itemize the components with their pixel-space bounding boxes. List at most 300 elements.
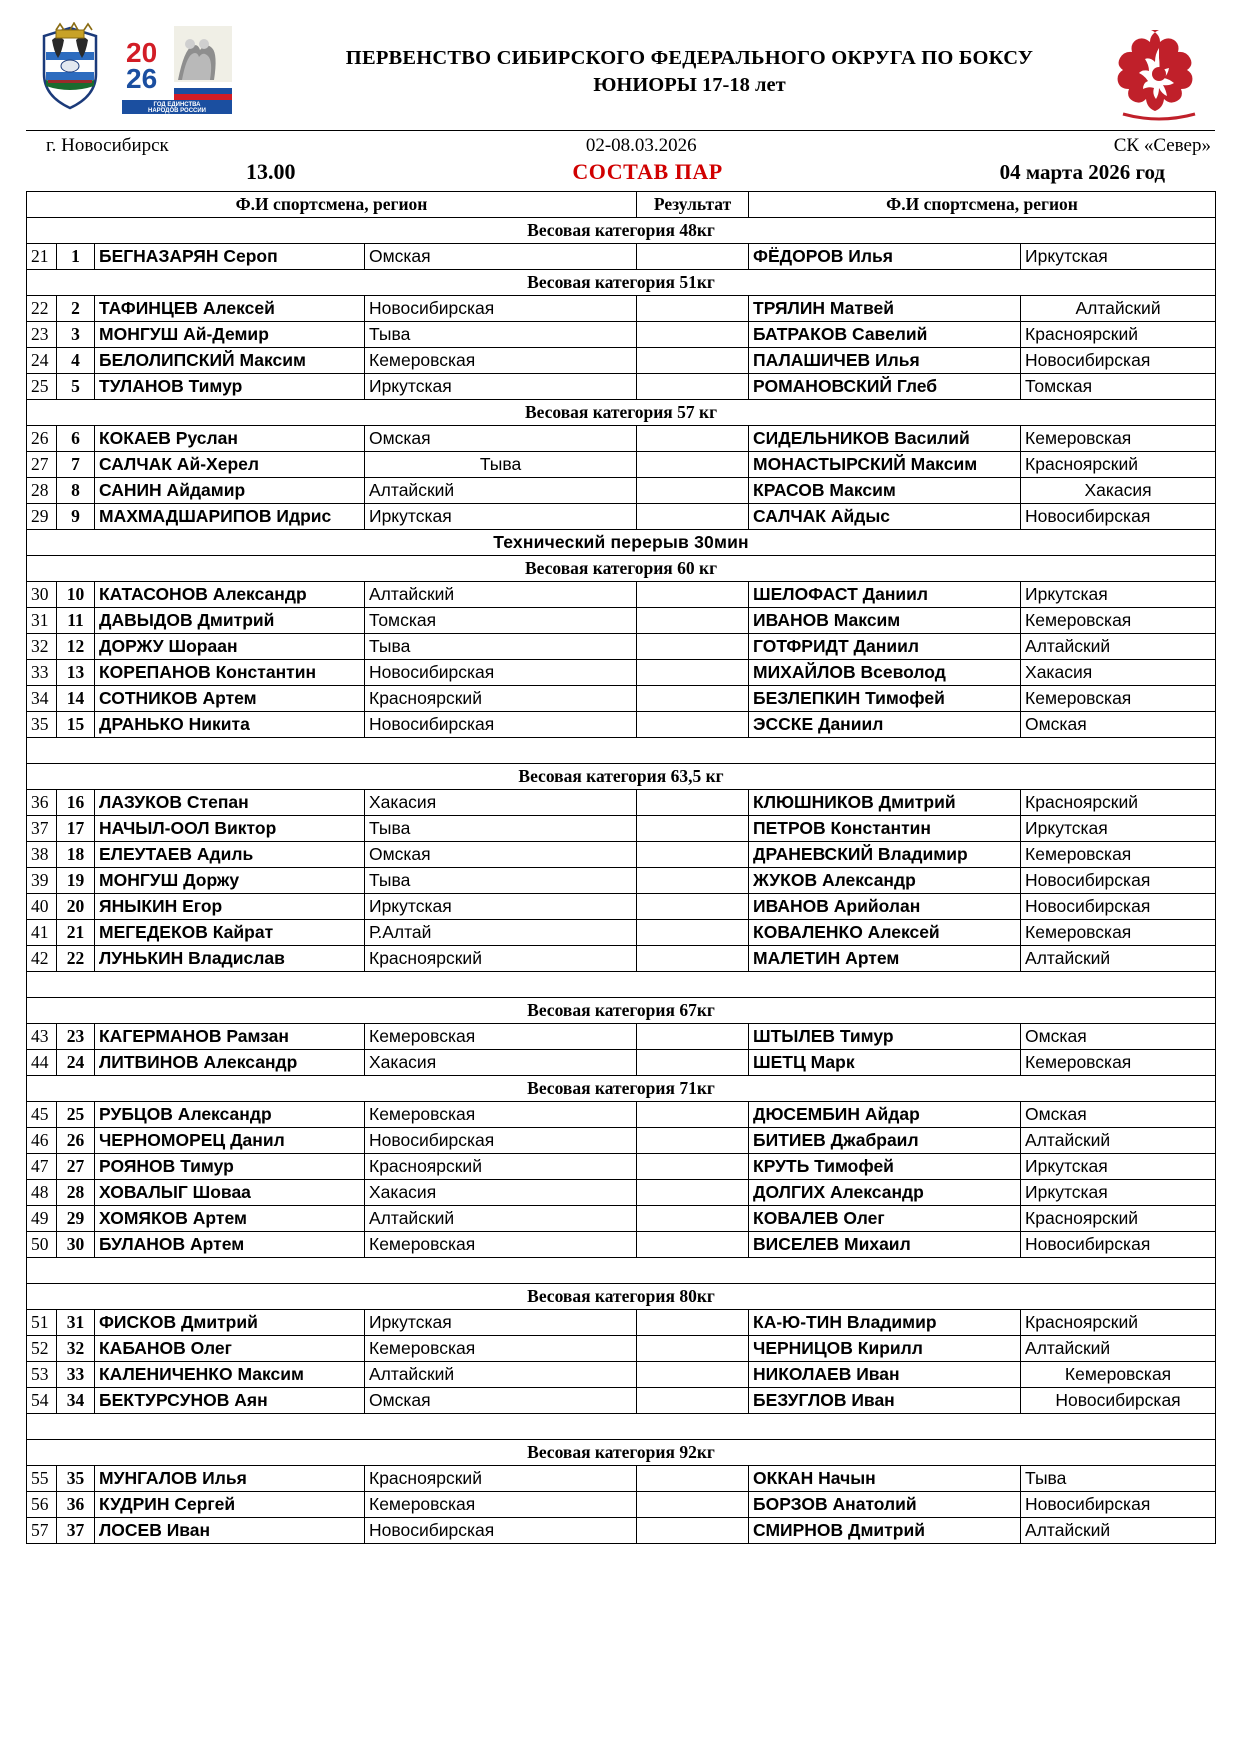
blue-corner-athlete: КА-Ю-ТИН Владимир xyxy=(749,1310,1021,1336)
blue-corner-region: Алтайский xyxy=(1021,946,1216,972)
session-date: 04 марта 2026 год xyxy=(999,160,1165,184)
bout-number: 30 xyxy=(57,1232,95,1258)
red-corner-athlete: НАЧЫЛ-ООЛ Виктор xyxy=(95,816,365,842)
blue-corner-region: Иркутская xyxy=(1021,582,1216,608)
blue-corner-region: Новосибирская xyxy=(1021,894,1216,920)
blue-corner-athlete: БОРЗОВ Анатолий xyxy=(749,1492,1021,1518)
table-row xyxy=(27,426,1216,452)
bout-result-cell[interactable] xyxy=(637,868,749,894)
bout-result-cell[interactable] xyxy=(637,1518,749,1544)
table-row xyxy=(27,1492,1216,1518)
svg-text:НАРОДОВ РОССИИ: НАРОДОВ РОССИИ xyxy=(148,108,206,114)
blue-corner-athlete: КОВАЛЕВ Олег xyxy=(749,1206,1021,1232)
weight-category-row xyxy=(27,1076,1216,1102)
bout-number: 34 xyxy=(57,1388,95,1414)
red-corner-athlete: КАГЕРМАНОВ Рамзан xyxy=(95,1024,365,1050)
bout-number: 5 xyxy=(57,374,95,400)
blue-corner-region: Кемеровская xyxy=(1021,426,1216,452)
bout-index: 24 xyxy=(27,348,57,374)
blue-corner-athlete: ТРЯЛИН Матвей xyxy=(749,296,1021,322)
red-corner-region: Томская xyxy=(365,608,637,634)
event-city: г. Новосибирск xyxy=(46,135,169,156)
table-row xyxy=(27,452,1216,478)
bout-number: 28 xyxy=(57,1180,95,1206)
weight-category-label: Весовая категория 80кг xyxy=(27,1284,1216,1310)
bout-number: 12 xyxy=(57,634,95,660)
weight-category-label: Весовая категория 67кг xyxy=(27,998,1216,1024)
weight-category-row xyxy=(27,270,1216,296)
table-row xyxy=(27,1466,1216,1492)
bout-result-cell[interactable] xyxy=(637,1050,749,1076)
table-row xyxy=(27,608,1216,634)
bout-index: 36 xyxy=(27,790,57,816)
blue-corner-region: Иркутская xyxy=(1021,1180,1216,1206)
red-corner-region: Кемеровская xyxy=(365,1102,637,1128)
weight-category-row xyxy=(27,998,1216,1024)
svg-text:20: 20 xyxy=(126,37,158,68)
red-corner-region: Новосибирская xyxy=(365,1128,637,1154)
blue-corner-region: Иркутская xyxy=(1021,244,1216,270)
blue-corner-athlete: КРАСОВ Максим xyxy=(749,478,1021,504)
bout-number: 22 xyxy=(57,946,95,972)
weight-category-label: Весовая категория 57 кг xyxy=(27,400,1216,426)
bout-result-cell[interactable] xyxy=(637,1388,749,1414)
section-spacer xyxy=(27,972,1216,998)
header-title-block xyxy=(286,22,1093,98)
bout-index: 25 xyxy=(27,374,57,400)
bouts-table xyxy=(26,191,1216,1544)
weight-category-label: Весовая категория 63,5 кг xyxy=(27,764,1216,790)
section-spacer-row xyxy=(27,1414,1216,1440)
bout-index: 32 xyxy=(27,634,57,660)
bout-result-cell[interactable] xyxy=(637,894,749,920)
bout-result-cell[interactable] xyxy=(637,920,749,946)
bout-result-cell[interactable] xyxy=(637,712,749,738)
bout-number: 24 xyxy=(57,1050,95,1076)
red-corner-athlete: ХОВАЛЫГ Шоваа xyxy=(95,1180,365,1206)
red-corner-athlete: ДОРЖУ Шораан xyxy=(95,634,365,660)
red-corner-athlete: КАБАНОВ Олег xyxy=(95,1336,365,1362)
red-corner-athlete: ФИСКОВ Дмитрий xyxy=(95,1310,365,1336)
bout-index: 41 xyxy=(27,920,57,946)
bout-result-cell[interactable] xyxy=(637,1466,749,1492)
blue-corner-athlete: ШЕЛОФАСТ Даниил xyxy=(749,582,1021,608)
bout-index: 30 xyxy=(27,582,57,608)
red-corner-region: Тыва xyxy=(365,868,637,894)
bout-result-cell[interactable] xyxy=(637,608,749,634)
red-corner-region: Кемеровская xyxy=(365,1232,637,1258)
bout-index: 31 xyxy=(27,608,57,634)
table-row xyxy=(27,894,1216,920)
table-row xyxy=(27,244,1216,270)
table-row xyxy=(27,634,1216,660)
bout-result-cell[interactable] xyxy=(637,1102,749,1128)
bout-number: 21 xyxy=(57,920,95,946)
blue-corner-region: Новосибирская xyxy=(1021,868,1216,894)
bout-result-cell[interactable] xyxy=(637,296,749,322)
blue-corner-athlete: ПЕТРОВ Константин xyxy=(749,816,1021,842)
header-left-athlete: Ф.И спортсмена, регион xyxy=(27,192,637,218)
red-corner-region: Новосибирская xyxy=(365,1518,637,1544)
section-spacer-row xyxy=(27,738,1216,764)
bout-number: 15 xyxy=(57,712,95,738)
header-right-athlete: Ф.И спортсмена, регион xyxy=(749,192,1216,218)
header-left-logos xyxy=(26,22,276,114)
year-of-unity-2026-logo xyxy=(122,22,232,114)
bout-number: 14 xyxy=(57,686,95,712)
table-row xyxy=(27,1024,1216,1050)
blue-corner-region: Кемеровская xyxy=(1021,608,1216,634)
technical-break-row xyxy=(27,530,1216,556)
red-corner-region: Иркутская xyxy=(365,894,637,920)
red-corner-athlete: ДАВЫДОВ Дмитрий xyxy=(95,608,365,634)
bout-number: 8 xyxy=(57,478,95,504)
blue-corner-region: Кемеровская xyxy=(1021,1050,1216,1076)
bout-result-cell[interactable] xyxy=(637,1492,749,1518)
table-row xyxy=(27,322,1216,348)
red-corner-region: Кемеровская xyxy=(365,1336,637,1362)
red-corner-athlete: ЛОСЕВ Иван xyxy=(95,1518,365,1544)
red-corner-athlete: ЛАЗУКОВ Степан xyxy=(95,790,365,816)
red-corner-athlete: САНИН Айдамир xyxy=(95,478,365,504)
table-row xyxy=(27,920,1216,946)
bout-result-cell[interactable] xyxy=(637,1128,749,1154)
blue-corner-athlete: МАЛЕТИН Артем xyxy=(749,946,1021,972)
blue-corner-athlete: БЕЗУГЛОВ Иван xyxy=(749,1388,1021,1414)
bout-result-cell[interactable] xyxy=(637,660,749,686)
bout-result-cell[interactable] xyxy=(637,686,749,712)
blue-corner-athlete: ДОЛГИХ Александр xyxy=(749,1180,1021,1206)
red-corner-athlete: САЛЧАК Ай-Херел xyxy=(95,452,365,478)
blue-corner-region: Алтайский xyxy=(1021,1336,1216,1362)
section-spacer-row xyxy=(27,1258,1216,1284)
section-spacer xyxy=(27,738,1216,764)
bout-result-cell[interactable] xyxy=(637,946,749,972)
red-corner-athlete: МАХМАДШАРИПОВ Идрис xyxy=(95,504,365,530)
bout-index: 57 xyxy=(27,1518,57,1544)
blue-corner-athlete: ФЁДОРОВ Илья xyxy=(749,244,1021,270)
red-corner-athlete: БЕКТУРСУНОВ Аян xyxy=(95,1388,365,1414)
blue-corner-region: Красноярский xyxy=(1021,1206,1216,1232)
red-corner-athlete: ХОМЯКОВ Артем xyxy=(95,1206,365,1232)
blue-corner-athlete: ПАЛАШИЧЕВ Илья xyxy=(749,348,1021,374)
bout-result-cell[interactable] xyxy=(637,504,749,530)
section-spacer-row xyxy=(27,972,1216,998)
table-row xyxy=(27,868,1216,894)
blue-corner-region: Алтайский xyxy=(1021,1128,1216,1154)
table-row xyxy=(27,686,1216,712)
bout-result-cell[interactable] xyxy=(637,322,749,348)
bout-index: 22 xyxy=(27,296,57,322)
red-corner-athlete: БЕГНАЗАРЯН Сероп xyxy=(95,244,365,270)
blue-corner-region: Хакасия xyxy=(1021,478,1216,504)
page-subtitle: ЮНИОРЫ 17-18 лет xyxy=(593,73,786,96)
bout-number: 16 xyxy=(57,790,95,816)
blue-corner-athlete: САЛЧАК Айдыс xyxy=(749,504,1021,530)
bout-number: 32 xyxy=(57,1336,95,1362)
weight-category-label: Весовая категория 92кг xyxy=(27,1440,1216,1466)
bout-index: 43 xyxy=(27,1024,57,1050)
bout-index: 26 xyxy=(27,426,57,452)
bout-index: 27 xyxy=(27,452,57,478)
bout-index: 46 xyxy=(27,1128,57,1154)
blue-corner-athlete: ЭССКЕ Даниил xyxy=(749,712,1021,738)
red-corner-region: Иркутская xyxy=(365,374,637,400)
bout-number: 13 xyxy=(57,660,95,686)
table-row xyxy=(27,816,1216,842)
event-venue: СК «Север» xyxy=(1113,135,1211,156)
bout-number: 7 xyxy=(57,452,95,478)
table-row xyxy=(27,1310,1216,1336)
red-corner-region: Новосибирская xyxy=(365,296,637,322)
event-info-row xyxy=(26,131,1215,157)
bout-number: 31 xyxy=(57,1310,95,1336)
red-corner-athlete: ТАФИНЦЕВ Алексей xyxy=(95,296,365,322)
red-corner-region: Р.Алтай xyxy=(365,920,637,946)
bout-number: 20 xyxy=(57,894,95,920)
bout-result-cell[interactable] xyxy=(637,816,749,842)
red-corner-region: Алтайский xyxy=(365,582,637,608)
bout-number: 25 xyxy=(57,1102,95,1128)
blue-corner-region: Кемеровская xyxy=(1021,842,1216,868)
table-header-row xyxy=(27,192,1216,218)
bout-result-cell[interactable] xyxy=(637,1310,749,1336)
bout-result-cell[interactable] xyxy=(637,374,749,400)
blue-corner-athlete: РОМАНОВСКИЙ Глеб xyxy=(749,374,1021,400)
bout-index: 49 xyxy=(27,1206,57,1232)
bout-number: 1 xyxy=(57,244,95,270)
blue-corner-athlete: БИТИЕВ Джабраил xyxy=(749,1128,1021,1154)
table-row xyxy=(27,842,1216,868)
weight-category-row xyxy=(27,400,1216,426)
red-corner-region: Алтайский xyxy=(365,1206,637,1232)
red-corner-athlete: ЛИТВИНОВ Александр xyxy=(95,1050,365,1076)
blue-corner-region: Омская xyxy=(1021,1102,1216,1128)
weight-category-row xyxy=(27,218,1216,244)
novosibirsk-region-coat-of-arms-icon xyxy=(26,22,114,114)
header-result: Результат xyxy=(637,192,749,218)
red-corner-region: Красноярский xyxy=(365,1466,637,1492)
table-row xyxy=(27,1388,1216,1414)
bout-result-cell[interactable] xyxy=(637,1336,749,1362)
table-row xyxy=(27,374,1216,400)
blue-corner-region: Алтайский xyxy=(1021,296,1216,322)
weight-category-row xyxy=(27,1284,1216,1310)
blue-corner-athlete: КРУТЬ Тимофей xyxy=(749,1154,1021,1180)
blue-corner-athlete: ИВАНОВ Арийолан xyxy=(749,894,1021,920)
bout-result-cell[interactable] xyxy=(637,790,749,816)
table-row xyxy=(27,1154,1216,1180)
red-corner-region: Хакасия xyxy=(365,1050,637,1076)
red-corner-region: Иркутская xyxy=(365,504,637,530)
blue-corner-region: Алтайский xyxy=(1021,634,1216,660)
table-row xyxy=(27,478,1216,504)
red-corner-athlete: СОТНИКОВ Артем xyxy=(95,686,365,712)
red-corner-region: Красноярский xyxy=(365,1154,637,1180)
bout-number: 37 xyxy=(57,1518,95,1544)
bout-result-cell[interactable] xyxy=(637,1024,749,1050)
weight-category-row xyxy=(27,764,1216,790)
red-corner-athlete: ЛУНЬКИН Владислав xyxy=(95,946,365,972)
weight-category-label: Весовая категория 48кг xyxy=(27,218,1216,244)
table-row xyxy=(27,296,1216,322)
bout-index: 45 xyxy=(27,1102,57,1128)
bout-index: 23 xyxy=(27,322,57,348)
bout-index: 50 xyxy=(27,1232,57,1258)
blue-corner-region: Новосибирская xyxy=(1021,1388,1216,1414)
bout-index: 51 xyxy=(27,1310,57,1336)
blue-corner-region: Новосибирская xyxy=(1021,504,1216,530)
blue-corner-region: Омская xyxy=(1021,1024,1216,1050)
table-row xyxy=(27,1206,1216,1232)
red-corner-region: Кемеровская xyxy=(365,1492,637,1518)
bout-index: 47 xyxy=(27,1154,57,1180)
bout-result-cell[interactable] xyxy=(637,634,749,660)
bout-index: 35 xyxy=(27,712,57,738)
table-row xyxy=(27,790,1216,816)
bout-index: 34 xyxy=(27,686,57,712)
bout-number: 26 xyxy=(57,1128,95,1154)
bout-number: 11 xyxy=(57,608,95,634)
blue-corner-athlete: МИХАЙЛОВ Всеволод xyxy=(749,660,1021,686)
table-row xyxy=(27,1336,1216,1362)
bout-index: 29 xyxy=(27,504,57,530)
bout-number: 9 xyxy=(57,504,95,530)
bout-result-cell[interactable] xyxy=(637,582,749,608)
red-corner-region: Алтайский xyxy=(365,1362,637,1388)
bout-number: 36 xyxy=(57,1492,95,1518)
red-corner-region: Тыва xyxy=(365,634,637,660)
red-corner-athlete: РУБЦОВ Александр xyxy=(95,1102,365,1128)
weight-category-label: Весовая категория 51кг xyxy=(27,270,1216,296)
session-time: 13.00 xyxy=(246,159,296,184)
red-corner-region: Кемеровская xyxy=(365,348,637,374)
blue-corner-region: Красноярский xyxy=(1021,322,1216,348)
table-row xyxy=(27,1362,1216,1388)
blue-corner-athlete: ВИСЕЛЕВ Михаил xyxy=(749,1232,1021,1258)
blue-corner-athlete: ЖУКОВ Александр xyxy=(749,868,1021,894)
blue-corner-region: Красноярский xyxy=(1021,790,1216,816)
blue-corner-athlete: НИКОЛАЕВ Иван xyxy=(749,1362,1021,1388)
bout-result-cell[interactable] xyxy=(637,842,749,868)
blue-corner-athlete: ШЕТЦ Марк xyxy=(749,1050,1021,1076)
red-corner-region: Омская xyxy=(365,1388,637,1414)
section-spacer xyxy=(27,1414,1216,1440)
bout-result-cell[interactable] xyxy=(637,478,749,504)
bout-number: 33 xyxy=(57,1362,95,1388)
bout-number: 29 xyxy=(57,1206,95,1232)
weight-category-row xyxy=(27,556,1216,582)
red-corner-athlete: КАЛЕНИЧЕНКО Максим xyxy=(95,1362,365,1388)
bout-result-cell[interactable] xyxy=(637,426,749,452)
table-row xyxy=(27,660,1216,686)
red-corner-region: Омская xyxy=(365,842,637,868)
bout-number: 35 xyxy=(57,1466,95,1492)
bout-number: 4 xyxy=(57,348,95,374)
bout-result-cell[interactable] xyxy=(637,1154,749,1180)
svg-text:26: 26 xyxy=(126,63,158,94)
red-corner-region: Хакасия xyxy=(365,1180,637,1206)
red-corner-region: Красноярский xyxy=(365,686,637,712)
document-header xyxy=(26,22,1215,126)
red-corner-region: Хакасия xyxy=(365,790,637,816)
red-corner-athlete: КОРЕПАНОВ Константин xyxy=(95,660,365,686)
bout-result-cell[interactable] xyxy=(637,348,749,374)
red-corner-athlete: БУЛАНОВ Артем xyxy=(95,1232,365,1258)
bout-number: 23 xyxy=(57,1024,95,1050)
blue-corner-region: Новосибирская xyxy=(1021,1492,1216,1518)
table-row xyxy=(27,946,1216,972)
blue-corner-athlete: ШТЫЛЕВ Тимур xyxy=(749,1024,1021,1050)
bout-index: 54 xyxy=(27,1388,57,1414)
table-row xyxy=(27,348,1216,374)
bout-result-cell[interactable] xyxy=(637,1362,749,1388)
red-corner-athlete: КУДРИН Сергей xyxy=(95,1492,365,1518)
bout-number: 6 xyxy=(57,426,95,452)
table-row xyxy=(27,1518,1216,1544)
blue-corner-athlete: ИВАНОВ Максим xyxy=(749,608,1021,634)
red-corner-region: Новосибирская xyxy=(365,660,637,686)
blue-corner-athlete: БАТРАКОВ Савелий xyxy=(749,322,1021,348)
blue-corner-athlete: ЧЕРНИЦОВ Кирилл xyxy=(749,1336,1021,1362)
bout-result-cell[interactable] xyxy=(637,452,749,478)
red-corner-region: Алтайский xyxy=(365,478,637,504)
bout-number: 18 xyxy=(57,842,95,868)
bout-result-cell[interactable] xyxy=(637,1206,749,1232)
blue-corner-athlete: ГОТФРИДТ Даниил xyxy=(749,634,1021,660)
bout-result-cell[interactable] xyxy=(637,1232,749,1258)
red-corner-region: Кемеровская xyxy=(365,1024,637,1050)
section-spacer xyxy=(27,1258,1216,1284)
table-row xyxy=(27,504,1216,530)
bout-number: 2 xyxy=(57,296,95,322)
bout-index: 38 xyxy=(27,842,57,868)
bout-index: 52 xyxy=(27,1336,57,1362)
blue-corner-region: Иркутская xyxy=(1021,1154,1216,1180)
weight-category-row xyxy=(27,1440,1216,1466)
session-info-row xyxy=(26,157,1215,189)
red-corner-region: Тыва xyxy=(365,322,637,348)
blue-corner-athlete: СМИРНОВ Дмитрий xyxy=(749,1518,1021,1544)
blue-corner-athlete: КЛЮШНИКОВ Дмитрий xyxy=(749,790,1021,816)
blue-corner-athlete: КОВАЛЕНКО Алексей xyxy=(749,920,1021,946)
bout-index: 44 xyxy=(27,1050,57,1076)
bout-index: 42 xyxy=(27,946,57,972)
red-corner-athlete: МОНГУШ Ай-Демир xyxy=(95,322,365,348)
blue-corner-region: Омская xyxy=(1021,712,1216,738)
red-corner-region: Новосибирская xyxy=(365,712,637,738)
blue-corner-region: Иркутская xyxy=(1021,816,1216,842)
red-corner-athlete: ЕЛЕУТАЕВ Адиль xyxy=(95,842,365,868)
red-corner-athlete: КАТАСОНОВ Александр xyxy=(95,582,365,608)
red-corner-athlete: МЕГЕДЕКОВ Кайрат xyxy=(95,920,365,946)
bout-result-cell[interactable] xyxy=(637,1180,749,1206)
document-kind-title: СОСТАВ ПАР xyxy=(572,159,723,184)
page-title: ПЕРВЕНСТВО СИБИРСКОГО ФЕДЕРАЛЬНОГО ОКРУГА ПО БОКСУ xyxy=(345,47,1034,69)
bout-index: 37 xyxy=(27,816,57,842)
blue-corner-athlete: ОККАН Начын xyxy=(749,1466,1021,1492)
bout-index: 48 xyxy=(27,1180,57,1206)
red-corner-athlete: МУНГАЛОВ Илья xyxy=(95,1466,365,1492)
table-row xyxy=(27,1180,1216,1206)
table-row xyxy=(27,1102,1216,1128)
weight-category-label: Весовая категория 71кг xyxy=(27,1076,1216,1102)
red-corner-athlete: БЕЛОЛИПСКИЙ Максим xyxy=(95,348,365,374)
bout-number: 27 xyxy=(57,1154,95,1180)
red-corner-region: Иркутская xyxy=(365,1310,637,1336)
bout-result-cell[interactable] xyxy=(637,244,749,270)
bout-index: 53 xyxy=(27,1362,57,1388)
